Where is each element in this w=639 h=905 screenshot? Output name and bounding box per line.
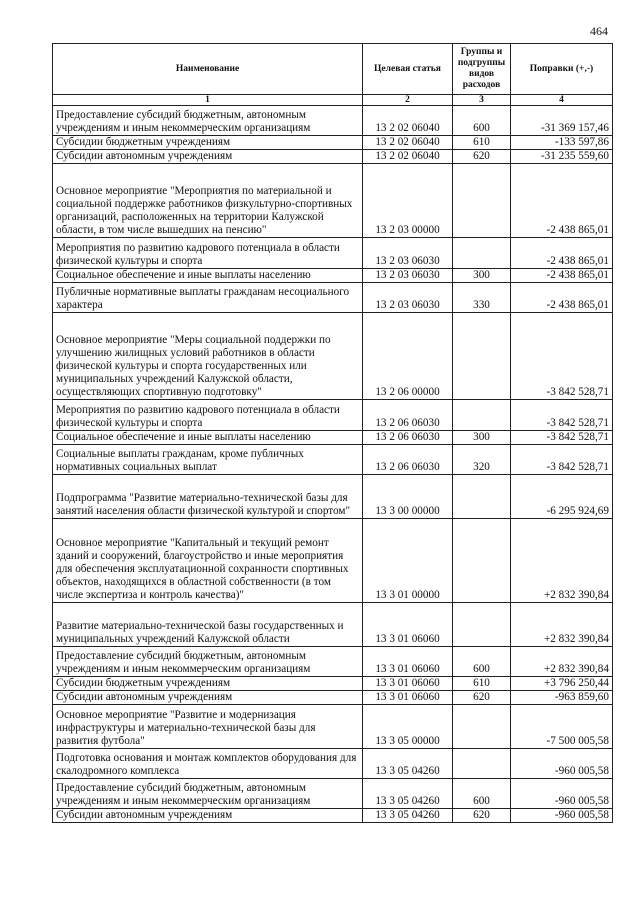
row-expense-group: 330 [453, 283, 511, 313]
table-row [53, 779, 613, 809]
row-name: Основное мероприятие "Мероприятия по материальной и социальной поддержке работников физкультурно-спортивных организаций, расположенных на территории Калужской области, в том числе вышедших на пенсию" [53, 164, 363, 238]
row-target-code: 13 2 03 00000 [363, 164, 453, 238]
row-expense-group [453, 164, 511, 238]
row-name: Публичные нормативные выплаты гражданам несоциального характера [53, 283, 363, 313]
table-row [53, 445, 613, 475]
table-row [53, 269, 613, 283]
header-num-3: 3 [453, 95, 511, 106]
row-amendment-value: -31 235 559,60 [511, 150, 613, 164]
table-row [53, 519, 613, 603]
header-amendments: Поправки (+,-) [511, 44, 613, 95]
row-target-code: 13 2 06 06030 [363, 431, 453, 445]
row-expense-group: 600 [453, 106, 511, 136]
row-expense-group [453, 519, 511, 603]
row-expense-group [453, 400, 511, 431]
row-expense-group: 320 [453, 445, 511, 475]
row-name: Социальное обеспечение и иные выплаты населению [53, 431, 363, 445]
row-name: Мероприятия по развитию кадрового потенциала в области физической культуры и спорта [53, 238, 363, 269]
row-target-code: 13 3 01 06060 [363, 677, 453, 691]
row-name: Социальное обеспечение и иные выплаты населению [53, 269, 363, 283]
row-expense-group [453, 313, 511, 400]
row-target-code: 13 3 01 06060 [363, 647, 453, 677]
header-name: Наименование [53, 44, 363, 95]
row-target-code: 13 3 00 00000 [363, 475, 453, 519]
row-expense-group: 620 [453, 691, 511, 705]
table-body [53, 106, 613, 823]
row-amendment-value: +2 832 390,84 [511, 647, 613, 677]
row-name: Подпрограмма "Развитие материально-технической базы для занятий населения области физической культурой и спортом" [53, 475, 363, 519]
row-name: Субсидии бюджетным учреждениям [53, 677, 363, 691]
row-target-code: 13 3 05 04260 [363, 779, 453, 809]
row-expense-group: 300 [453, 431, 511, 445]
row-amendment-value: -2 438 865,01 [511, 269, 613, 283]
row-amendment-value: -2 438 865,01 [511, 164, 613, 238]
row-name: Предоставление субсидий бюджетным, автономным учреждениям и иным некоммерческим организациям [53, 647, 363, 677]
row-expense-group: 600 [453, 779, 511, 809]
table-row [53, 164, 613, 238]
table-row [53, 313, 613, 400]
row-amendment-value: -3 842 528,71 [511, 431, 613, 445]
table-row [53, 647, 613, 677]
row-name: Предоставление субсидий бюджетным, автономным учреждениям и иным некоммерческим организациям [53, 106, 363, 136]
table-row [53, 400, 613, 431]
row-amendment-value: -6 295 924,69 [511, 475, 613, 519]
table-row [53, 136, 613, 150]
page-number: 464 [590, 24, 608, 38]
row-expense-group [453, 749, 511, 779]
row-name: Основное мероприятие "Меры социальной поддержки по улучшению жилищных условий работников в области физической культуры и спорта государственных или муниципальных учреждений Калужской области, осуществляющих спортивную подготовку" [53, 313, 363, 400]
header-num-4: 4 [511, 95, 613, 106]
row-target-code: 13 2 06 06030 [363, 445, 453, 475]
row-expense-group: 600 [453, 647, 511, 677]
row-amendment-value: -7 500 005,58 [511, 705, 613, 749]
row-expense-group: 620 [453, 150, 511, 164]
row-target-code: 13 3 01 00000 [363, 519, 453, 603]
header-number-row [53, 95, 613, 106]
row-amendment-value: +3 796 250,44 [511, 677, 613, 691]
budget-amendments-table [52, 43, 613, 823]
table-row [53, 431, 613, 445]
row-target-code: 13 3 05 04260 [363, 809, 453, 823]
row-target-code: 13 2 03 06030 [363, 238, 453, 269]
row-name: Субсидии автономным учреждениям [53, 691, 363, 705]
table-row [53, 283, 613, 313]
header-expense-groups: Группы и подгруппы видов расходов [453, 44, 511, 95]
table-row [53, 150, 613, 164]
row-amendment-value: -2 438 865,01 [511, 283, 613, 313]
row-amendment-value: -960 005,58 [511, 809, 613, 823]
row-amendment-value: -31 369 157,46 [511, 106, 613, 136]
row-expense-group: 300 [453, 269, 511, 283]
row-name: Мероприятия по развитию кадрового потенциала в области физической культуры и спорта [53, 400, 363, 431]
row-name: Основное мероприятие "Развитие и модернизация инфраструктуры и материально-технической базы для развития футбола" [53, 705, 363, 749]
row-target-code: 13 3 01 06060 [363, 603, 453, 647]
row-name: Субсидии бюджетным учреждениям [53, 136, 363, 150]
table-row [53, 749, 613, 779]
row-target-code: 13 2 02 06040 [363, 150, 453, 164]
row-amendment-value: -3 842 528,71 [511, 400, 613, 431]
row-name: Социальные выплаты гражданам, кроме публичных нормативных социальных выплат [53, 445, 363, 475]
row-amendment-value: -960 005,58 [511, 749, 613, 779]
table-row [53, 677, 613, 691]
row-amendment-value: -960 005,58 [511, 779, 613, 809]
table-row [53, 809, 613, 823]
row-expense-group [453, 603, 511, 647]
row-name: Субсидии автономным учреждениям [53, 150, 363, 164]
row-name: Подготовка основания и монтаж комплектов оборудования для скалодромного комплекса [53, 749, 363, 779]
row-amendment-value: -2 438 865,01 [511, 238, 613, 269]
row-name: Предоставление субсидий бюджетным, автономным учреждениям и иным некоммерческим организациям [53, 779, 363, 809]
row-target-code: 13 3 05 04260 [363, 749, 453, 779]
row-amendment-value: +2 832 390,84 [511, 519, 613, 603]
table-row [53, 106, 613, 136]
row-expense-group [453, 238, 511, 269]
table-row [53, 691, 613, 705]
row-target-code: 13 3 05 00000 [363, 705, 453, 749]
row-target-code: 13 2 02 06040 [363, 136, 453, 150]
table-row [53, 475, 613, 519]
row-expense-group: 610 [453, 677, 511, 691]
row-name: Развитие материально-технической базы государственных и муниципальных учреждений Калужской области [53, 603, 363, 647]
table-row [53, 238, 613, 269]
row-target-code: 13 2 03 06030 [363, 283, 453, 313]
table-row [53, 705, 613, 749]
header-target-article: Целевая статья [363, 44, 453, 95]
row-amendment-value: -133 597,86 [511, 136, 613, 150]
header-num-1: 1 [53, 95, 363, 106]
table-row [53, 603, 613, 647]
header-num-2: 2 [363, 95, 453, 106]
row-target-code: 13 2 06 00000 [363, 313, 453, 400]
row-target-code: 13 2 03 06030 [363, 269, 453, 283]
row-amendment-value: -3 842 528,71 [511, 445, 613, 475]
row-target-code: 13 3 01 06060 [363, 691, 453, 705]
row-target-code: 13 2 02 06040 [363, 106, 453, 136]
row-expense-group [453, 705, 511, 749]
row-amendment-value: -963 859,60 [511, 691, 613, 705]
row-expense-group [453, 475, 511, 519]
row-target-code: 13 2 06 06030 [363, 400, 453, 431]
row-expense-group: 610 [453, 136, 511, 150]
row-name: Субсидии автономным учреждениям [53, 809, 363, 823]
row-amendment-value: -3 842 528,71 [511, 313, 613, 400]
row-name: Основное мероприятие "Капитальный и текущий ремонт зданий и сооружений, благоустройство и иные мероприятия для обеспечения эксплуатационной сохранности спортивных объектов, находящихся в областной собственности (в том числе экспертиза и контроль качества)" [53, 519, 363, 603]
row-expense-group: 620 [453, 809, 511, 823]
row-amendment-value: +2 832 390,84 [511, 603, 613, 647]
